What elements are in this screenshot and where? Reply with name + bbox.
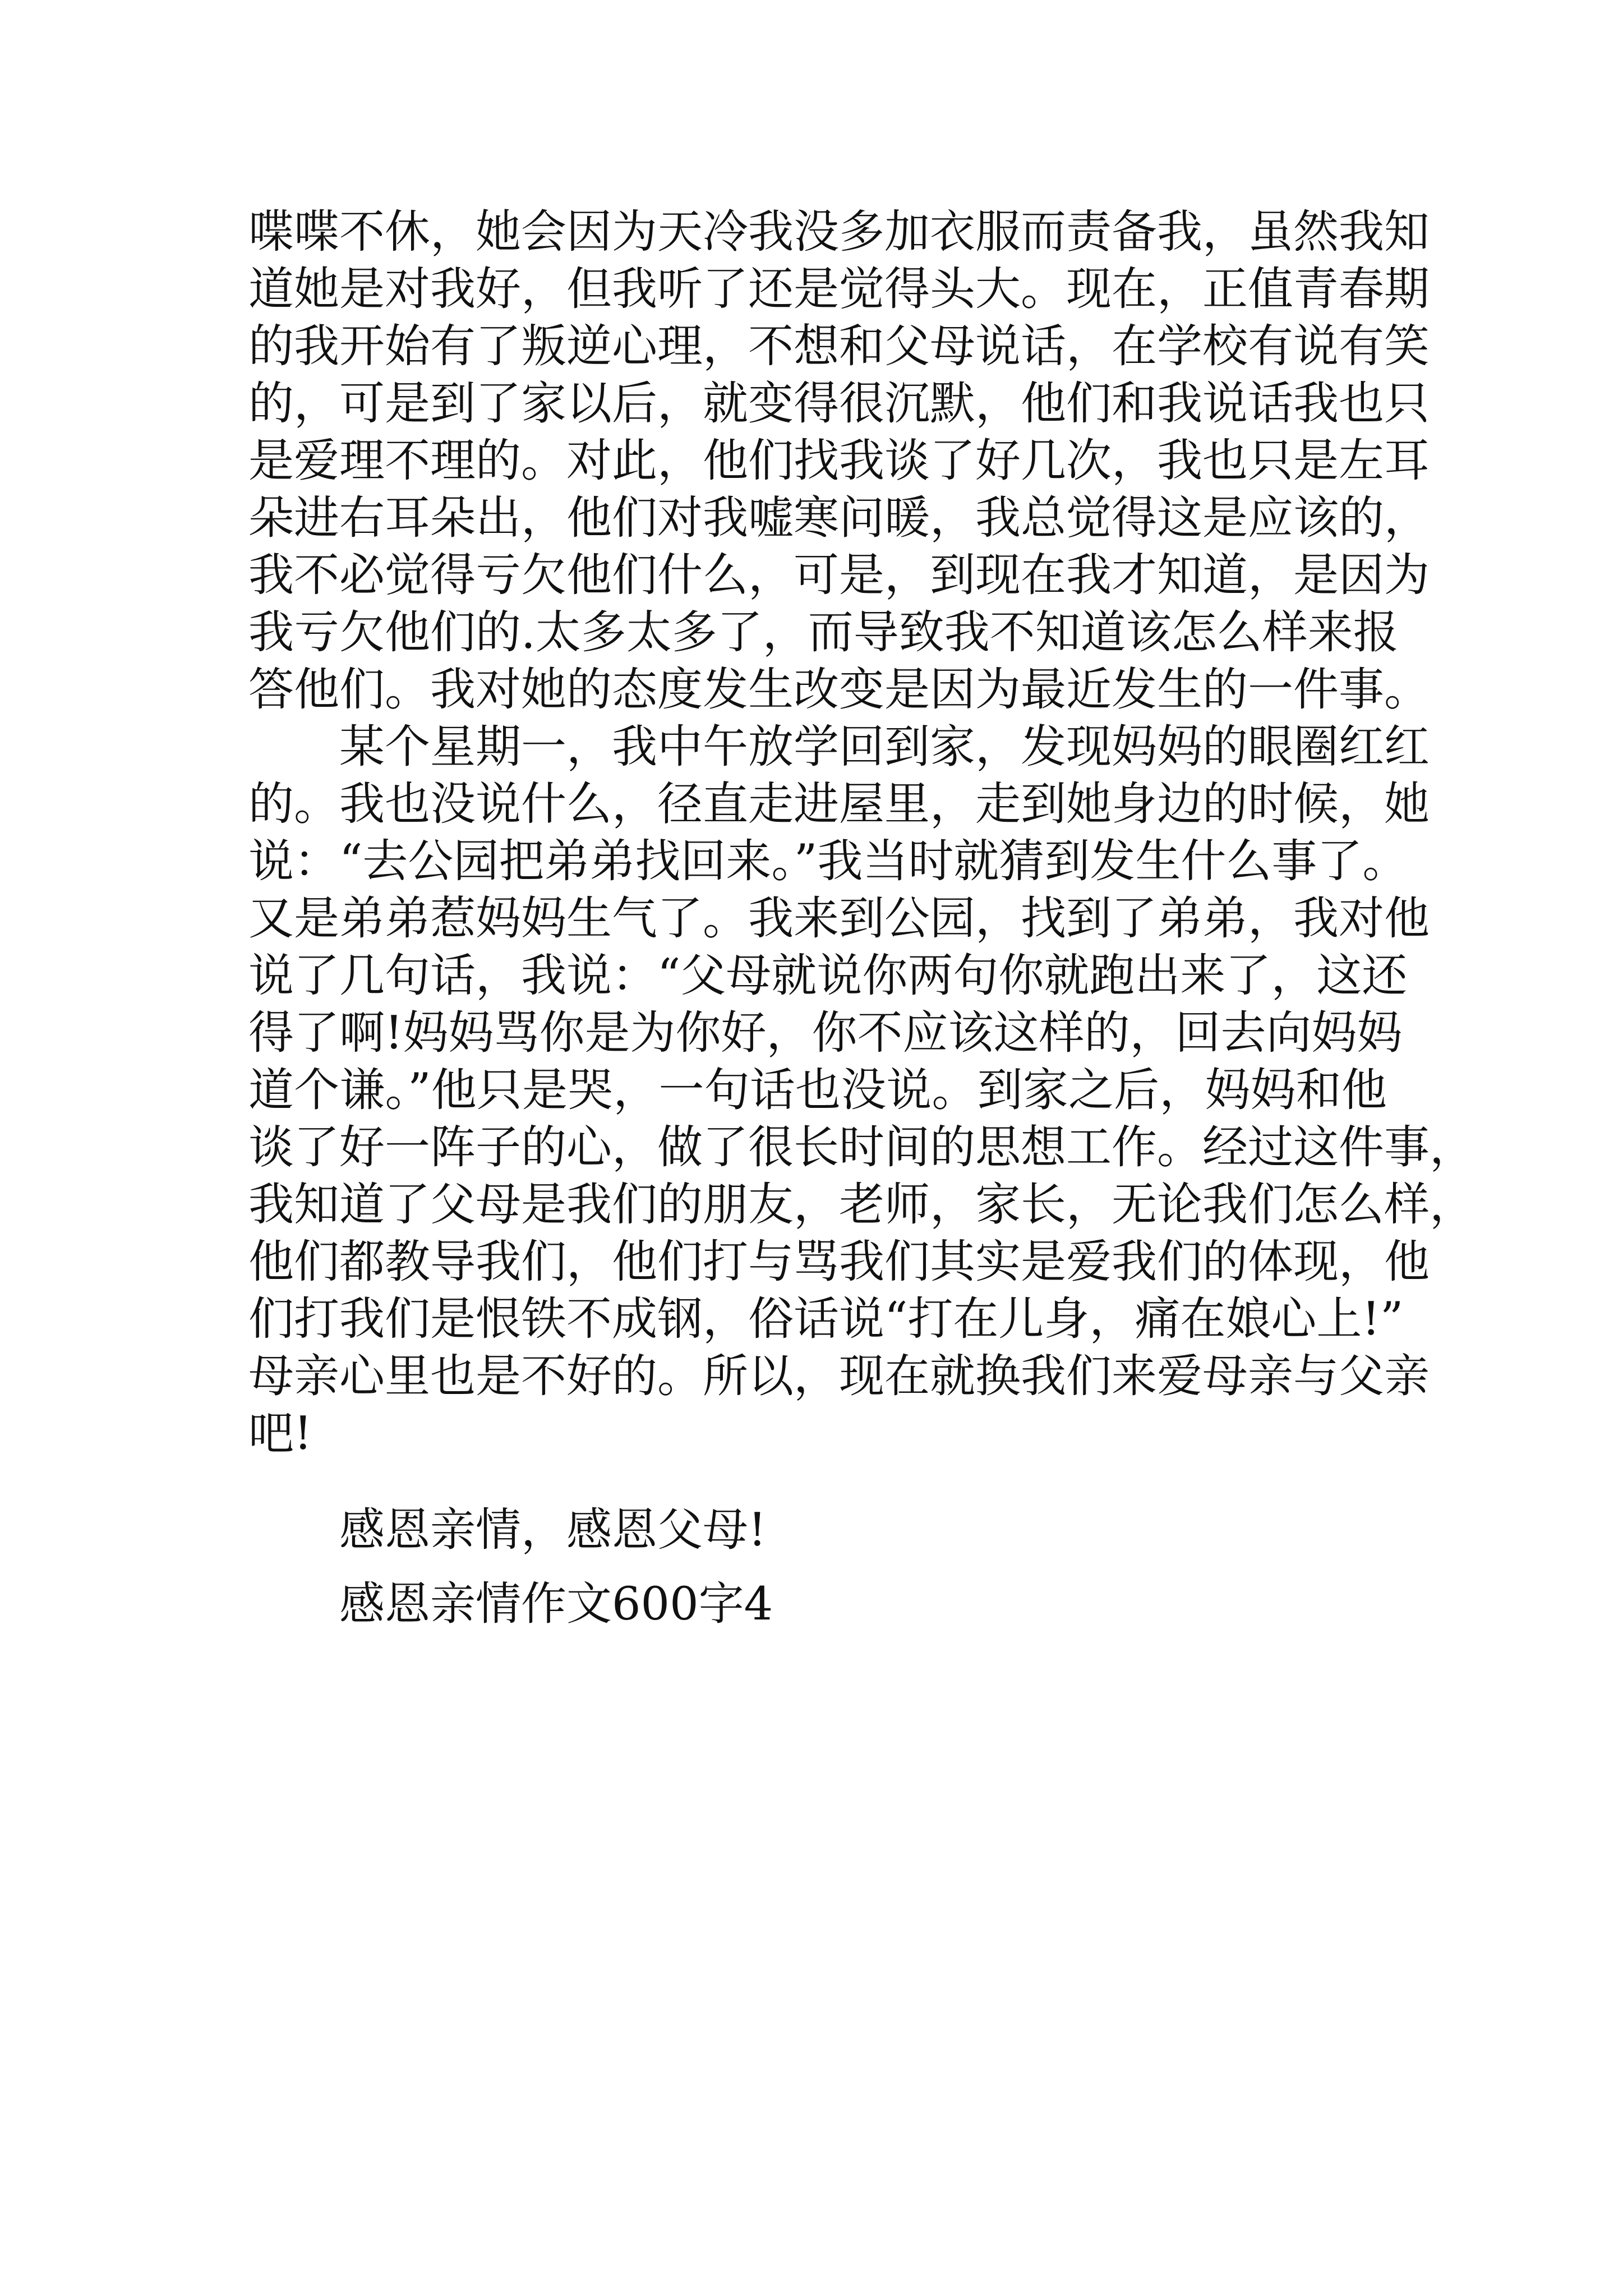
text-line: 的我开始有了叛逆心理，不想和父母说话，在学校有说有笑 xyxy=(248,320,1430,373)
paragraph-1 xyxy=(248,204,1430,719)
text-line: 得了啊!妈妈骂你是为你好，你不应该这样的，回去向妈妈 xyxy=(248,1007,1403,1060)
text-line: 谈了好一阵子的心，做了很长时间的思想工作。经过这件事， xyxy=(248,1121,1476,1174)
text-line: 母亲心里也是不好的。所以，现在就换我们来爱母亲与父亲 xyxy=(248,1350,1430,1403)
text-line: 我不必觉得亏欠他们什么，可是，到现在我才知道，是因为 xyxy=(248,549,1430,602)
text-line: 道个谦。”他只是哭，一句话也没说。到家之后，妈妈和他 xyxy=(248,1064,1387,1117)
text-line: 喋喋不休，她会因为天冷我没多加衣服而责备我，虽然我知 xyxy=(248,206,1430,259)
text-line: 说：“去公园把弟弟找回来。”我当时就猜到发生什么事了。 xyxy=(248,835,1408,888)
closing-line: 感恩亲情，感恩父母! xyxy=(339,1504,767,1557)
text-line: 的，可是到了家以后，就变得很沉默，他们和我说话我也只 xyxy=(248,378,1430,430)
text-line: 的。我也没说什么，径直走进屋里，走到她身边的时候，她 xyxy=(248,778,1430,831)
paragraph-2 xyxy=(248,719,1476,1462)
text-line: 吧! xyxy=(248,1407,312,1460)
text-line: 又是弟弟惹妈妈生气了。我来到公园，找到了弟弟，我对他 xyxy=(248,892,1430,945)
text-line: 答他们。我对她的态度发生改变是因为最近发生的一件事。 xyxy=(248,664,1430,716)
text-line: 我知道了父母是我们的朋友，老师，家长，无论我们怎么样， xyxy=(248,1179,1476,1231)
text-line: 我亏欠他们的.太多太多了，而导致我不知道该怎么样来报 xyxy=(248,606,1399,659)
text-line: 某个星期一，我中午放学回到家，发现妈妈的眼圈红红 xyxy=(339,721,1430,774)
document-body xyxy=(248,204,1476,1633)
next-essay-title: 感恩亲情作文600字4 xyxy=(339,1578,773,1631)
text-line: 他们都教导我们，他们打与骂我们其实是爱我们的体现，他 xyxy=(248,1236,1430,1289)
paragraph-spacer xyxy=(248,1462,1387,1502)
paragraph-spacer xyxy=(248,1559,1387,1576)
text-line: 朵进右耳朵出，他们对我嘘寒问暖，我总觉得这是应该的， xyxy=(248,492,1430,545)
text-line: 是爱理不理的。对此，他们找我谈了好几次，我也只是左耳 xyxy=(248,435,1430,487)
text-line: 们打我们是恨铁不成钢，俗话说“打在儿身，痛在娘心上!” xyxy=(248,1293,1404,1346)
text-line: 道她是对我好，但我听了还是觉得头大。现在，正值青春期 xyxy=(248,263,1430,316)
text-line: 说了几句话，我说：“父母就说你两句你就跑出来了，这还 xyxy=(248,950,1408,1002)
